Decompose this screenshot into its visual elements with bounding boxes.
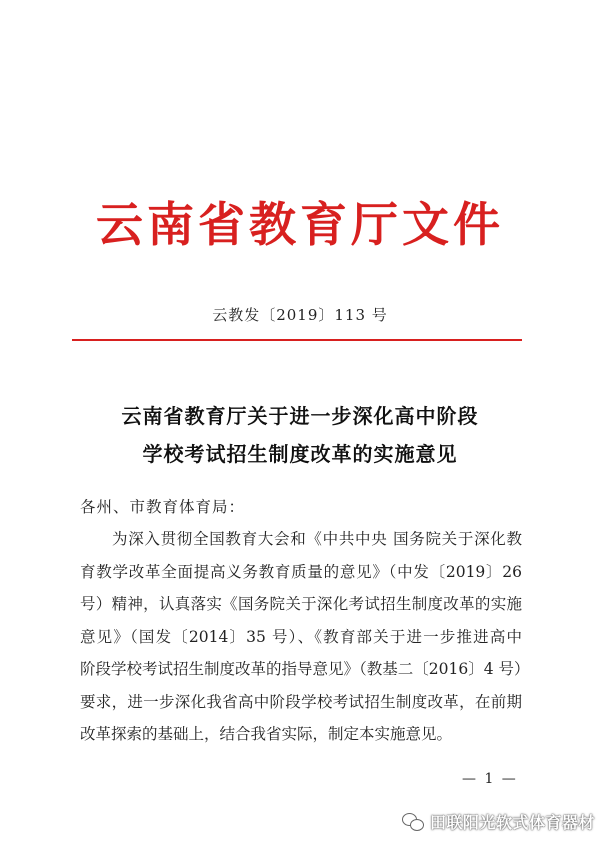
body-line: 育教学改革全面提高义务教育质量的意见》（中发〔2019〕26 — [80, 562, 522, 581]
title-line-1: 云南省教育厅关于进一步深化高中阶段 — [121, 404, 479, 428]
body-line: 改革探索的基础上，结合我省实际，制定本实施意见。 — [80, 725, 453, 743]
salutation: 各州、市教育体育局： — [80, 498, 246, 516]
body-line: 意见》（国发〔2014〕35 号）、《教育部关于进一步推进高中 — [80, 627, 522, 646]
document-number: 云教发〔2019〕113 号 — [212, 306, 388, 324]
red-divider-line — [72, 339, 522, 341]
title-line-2: 学校考试招生制度改革的实施意见 — [142, 442, 458, 466]
body-line: 为深入贯彻全国教育大会和《中共中央 国务院关于深化教 — [112, 530, 522, 548]
body-line: 阶段学校考试招生制度改革的指导意见》（教基二〔2016〕4 号） — [80, 660, 530, 678]
body-line: 号）精神，认真落实《国务院关于深化考试招生制度改革的实施 — [80, 595, 522, 613]
body-paragraph — [80, 523, 530, 751]
wechat-icon — [402, 811, 424, 833]
document-title — [0, 397, 600, 473]
watermark — [402, 810, 595, 833]
page-number: — 1 — — [462, 771, 518, 787]
masthead-title: 云南省教育厅文件 — [96, 198, 504, 253]
body-line: 要求，进一步深化我省高中阶段学校考试招生制度改革，在前期 — [80, 692, 522, 711]
watermark-text: 田联阳光软式体育器材 — [430, 813, 596, 832]
